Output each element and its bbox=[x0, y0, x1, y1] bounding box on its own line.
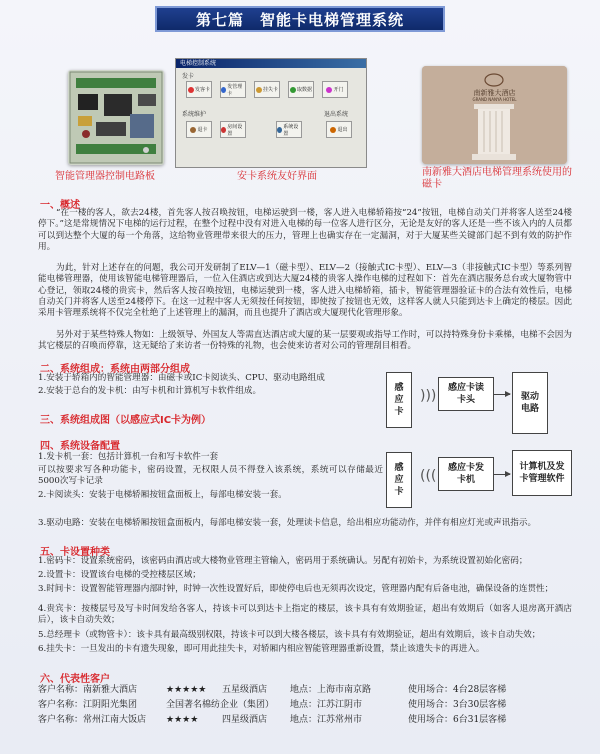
circuit-board-graphic bbox=[68, 70, 164, 165]
software-btn-get-data bbox=[288, 81, 314, 98]
software-btn-label: 挂失卡 bbox=[262, 87, 278, 93]
diagram-driver-circuit: 驱动电路 bbox=[512, 372, 548, 434]
diagram-signal-2: ((( bbox=[420, 468, 437, 484]
card-hotel-name: 南新雅大酒店 bbox=[473, 89, 516, 97]
client-grade: 全国著名棉纺企业（集团） bbox=[166, 700, 275, 710]
software-btn-label: 退卡 bbox=[197, 127, 208, 133]
diagram-sensor-card-1: 感应卡 bbox=[386, 372, 412, 428]
diagram-management-software: 计算机及发卡管理软件 bbox=[512, 450, 572, 496]
section-4-line-3: 2.卡阅读头：安装于电梯轿厢按钮盒面板上，每部电梯安装一套。 bbox=[38, 490, 287, 500]
client-stars: ★★★★ bbox=[166, 715, 199, 725]
section-6-title: 六、代表性客户 bbox=[40, 674, 110, 685]
card-hotel-english: GRAND NANYA HOTEL bbox=[472, 97, 517, 102]
section-5-line-1: 1.密码卡：设置系统密码，该密码由酒店或大楼物业管理主管输入，密码用于系统确认。另配有初始卡，为系统设置初始化密码； bbox=[38, 556, 528, 566]
software-btn-return-card bbox=[186, 121, 212, 138]
client-usage: 使用场合：6台31层客梯 bbox=[408, 715, 507, 725]
section-1-para-2: 为此，针对上述存在的问题，我公司开发研制了ELV—1（磁卡型）、ELV—2（接触式IC卡型）、ELV—3（非接触式IC卡型）等系列智能电梯管理器，使用该智能电梯管理器后，一位入住酒店或到达大厦24楼的贵客人操作电梯的过程如下：首先在酒店服务总台或大厦物管中心登记，领取24楼的贵宾卡，然后客人按召唤按钮，电梯运驶到一楼，客人进入电梯轿箱，插卡，智能管理器验证卡的合法有效性后，电梯自动关门并将客人送至24楼停下。在这一过程中客人无须按任何按钮，即使按了按钮也无效，这样客人就人只能到达卡上确定的楼层。因此采用卡管理系统将不仅完全杜绝了上述管理上的漏洞，而且也提升了酒店或大厦现代化管理形象。 bbox=[38, 263, 572, 319]
client-location: 地点：上海市南京路 bbox=[290, 685, 372, 695]
software-group-maintenance: 系统维护 bbox=[182, 111, 207, 118]
section-5-line-4: 4.贵宾卡：按楼层号及写卡时间发给各客人，持该卡可以到达卡上指定的楼层，该卡具有有效期验证，超出有效期后（如客人退房离开酒店后），该卡自动失效； bbox=[38, 604, 572, 626]
client-stars: ★★★★★ bbox=[166, 685, 207, 695]
section-5-line-2: 2.设置卡：设置该台电梯的受控楼层区域； bbox=[38, 570, 201, 580]
diagram-sensor-card-2: 感应卡 bbox=[386, 452, 412, 508]
section-2-line-1: 1.安装于轿箱内的智能管理器：由磁卡或IC卡阅读头、CPU、驱动电路组成 bbox=[38, 373, 325, 383]
software-screenshot bbox=[175, 58, 367, 168]
software-btn-exit bbox=[326, 121, 352, 138]
software-btn-room-settings bbox=[220, 121, 246, 138]
section-1-title: 一、概述 bbox=[40, 200, 80, 211]
section-2-title: 二、系统组成：系统由两部分组成 bbox=[40, 364, 190, 375]
software-btn-label: 开门 bbox=[333, 87, 344, 93]
page-banner bbox=[155, 6, 445, 32]
section-2-line-2: 2.安装于总台的发卡机：由写卡机和计算机写卡软件组成。 bbox=[38, 386, 262, 396]
board-caption: 智能管理器控制电路板 bbox=[55, 171, 155, 182]
software-caption: 安卡系统友好界面 bbox=[237, 171, 317, 182]
software-btn-lost-card bbox=[254, 81, 280, 98]
section-5-line-3: 3.时间卡：设置智能管理器内部时钟，时钟一次性设置好后，即使停电后也无须再次设定，管理器内配有后备电池，确保设备的连贯性； bbox=[38, 584, 554, 594]
section-5-line-6: 6.挂失卡：一旦发出的卡有遗失现象，即可用此挂失卡，对轿厢内相应智能管理器重新设置，禁止该遗失卡的再进入。 bbox=[38, 644, 485, 654]
hotel-card-photo bbox=[422, 66, 567, 164]
diagram-card-issuer: 感应卡发卡机 bbox=[438, 457, 494, 491]
client-name: 客户名称：常州江南大饭店 bbox=[38, 715, 147, 725]
software-btn-label: 房间设置 bbox=[227, 123, 243, 137]
hotel-card-graphic bbox=[422, 66, 567, 164]
software-group-exit: 退出系统 bbox=[324, 111, 349, 118]
section-1-para-1: “在一楼的客人，欲去24楼，首先客人按召唤按钮，电梯运驶到一楼，客人进入电梯轿箱按“24”按钮，电梯自动关门并将客人送至24楼停下。”这是常规情况下电梯的运行过程，在整个过程中没有对进入电梯的每一位客人进行区分，无论是友好的客人还是一些不该入内的人员都可以到达整个大厦的每一个角落，这给物业管理带来很大的压力，管理上也确实存在一定漏洞，对于大厦某些关键部门起不到有效的防护作用。 bbox=[38, 208, 572, 252]
software-btn-manager-card bbox=[220, 81, 246, 98]
section-4-line-1: 1.发卡机一套：包括计算机一台和写卡软件一套 bbox=[38, 452, 219, 462]
software-btn-label: 退出 bbox=[337, 127, 348, 133]
diagram-arrow-1 bbox=[494, 394, 510, 395]
software-btn-label: 取数据 bbox=[296, 87, 312, 93]
software-group-issue: 发卡 bbox=[182, 73, 195, 80]
circuit-board-photo bbox=[68, 70, 164, 165]
section-5-line-5: 5.总经理卡（或物管卡）：该卡具有最高级别权限，持该卡可以到大楼各楼层，该卡具有有效期验证，超出有效期后，该卡自动失效； bbox=[38, 630, 541, 640]
section-1-para-3: 另外对于某些特殊人物如：上级领导、外国友人等需直达酒店或大厦的某一层要观或指导工作时，可以持特殊身份卡乘梯，电梯不会因为其它楼层的召唤而停靠，这无疑给了来访者一份特殊的礼物，也会使来访者对公司的管理刮目相看。 bbox=[38, 330, 572, 352]
software-btn-open-door bbox=[322, 81, 348, 98]
section-4-line-4: 3.驱动电路：安装在电梯轿厢按钮盒面板内，每部电梯安装一套，处理读卡信息，给出相应功能动作，并伴有相应灯光或声讯指示。 bbox=[38, 518, 537, 528]
card-caption: 南新雅大酒店电梯管理系统使用的磁卡 bbox=[422, 167, 572, 190]
section-5-title: 五、卡设置种类 bbox=[40, 547, 110, 558]
client-usage: 使用场合：3台30层客梯 bbox=[408, 700, 507, 710]
client-usage: 使用场合：4台28层客梯 bbox=[408, 685, 507, 695]
client-location: 地点：江苏江阴市 bbox=[290, 700, 363, 710]
software-btn-label: 发客卡 bbox=[194, 87, 210, 93]
client-location: 地点：江苏常州市 bbox=[290, 715, 363, 725]
software-btn-label: 系统设置 bbox=[283, 123, 299, 137]
diagram-reader-head: 感应卡读卡头 bbox=[438, 377, 494, 411]
diagram-arrow-2 bbox=[494, 474, 510, 475]
client-grade: 五星级酒店 bbox=[222, 685, 268, 695]
diagram-signal-1: ))) bbox=[420, 388, 437, 404]
software-btn-system-settings bbox=[276, 121, 302, 138]
page-title: 智能卡电梯管理系统 bbox=[260, 10, 405, 29]
client-name: 客户名称：江阴阳光集团 bbox=[38, 700, 138, 710]
software-btn-label: 发管理卡 bbox=[227, 83, 243, 97]
client-grade: 四星级酒店 bbox=[222, 715, 268, 725]
section-3-title: 三、系统组成图（以感应式IC卡为例） bbox=[40, 415, 212, 426]
chapter-label: 第七篇 bbox=[195, 10, 244, 29]
software-btn-guest-card bbox=[186, 81, 212, 98]
section-4-title: 四、系统设备配置 bbox=[40, 441, 120, 452]
client-name: 客户名称：南新雅大酒店 bbox=[38, 685, 138, 695]
software-titlebar: 电梯控制系统 bbox=[176, 59, 366, 68]
section-4-line-2: 可以按要求写各种功能卡，密码设置，无权限人员不得登入该系统，系统可以存储最近5000次写卡记录 bbox=[38, 465, 383, 487]
